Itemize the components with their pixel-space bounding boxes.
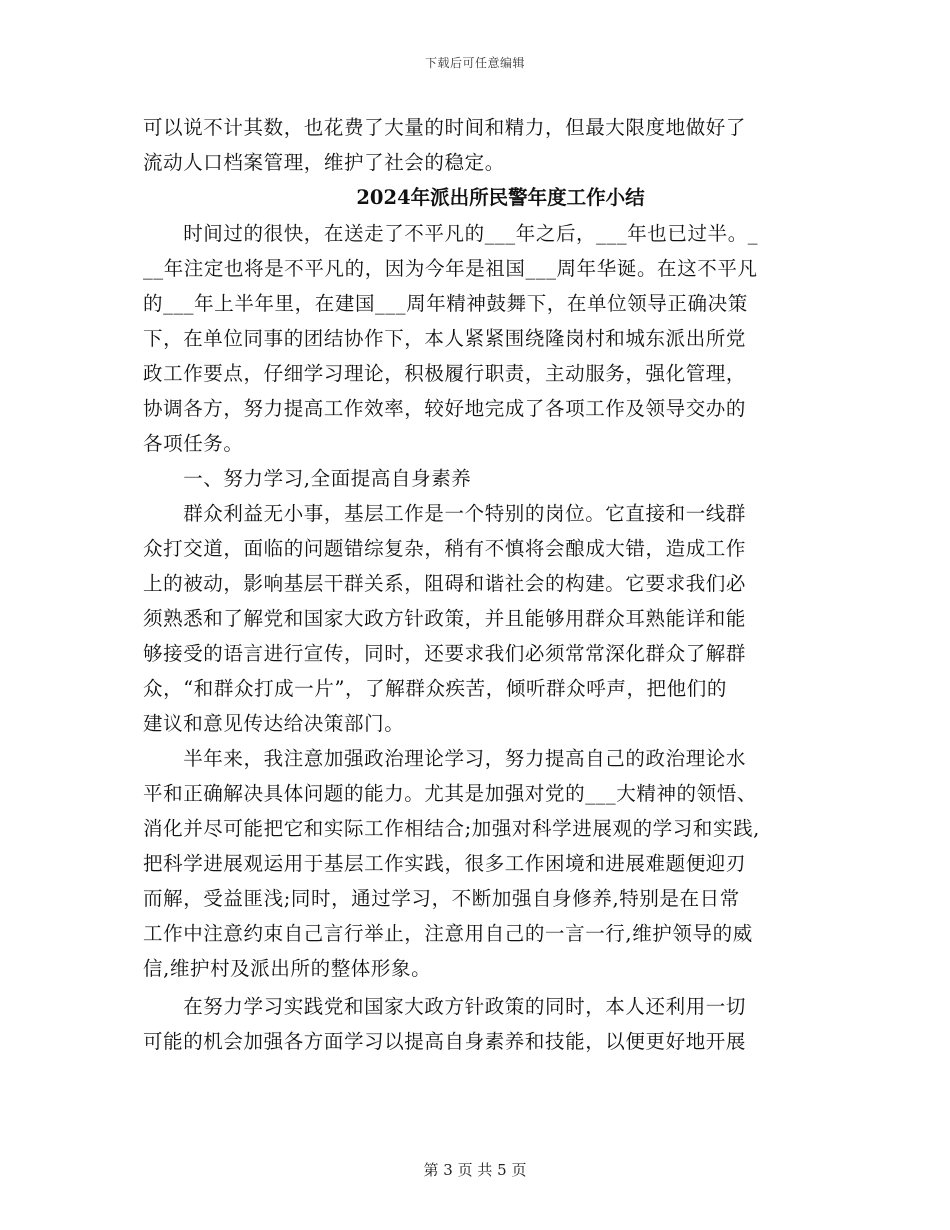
text-line: 平和正确解决具体问题的能力。尤其是加强对党的___大精神的领悟、: [143, 782, 757, 805]
paragraph-4: [143, 989, 818, 1059]
text-line: 建议和意见传达给决策部门。: [143, 712, 405, 735]
text-line: 在努力学习实践党和国家大政方针政策的同时，本人还利用一切: [143, 995, 747, 1018]
paragraph-2: [143, 496, 818, 741]
text-line: 上的被动，影响基层干群关系，阻碍和谐社会的构建。它要求我们必: [143, 572, 747, 595]
text-line: 信,维护村及派出所的整体形象。: [143, 957, 432, 980]
text-line: 群众利益无小事，基层工作是一个特别的岗位。它直接和一线群: [143, 502, 747, 525]
document-title: 2024年派出所民警年度工作小结: [356, 186, 645, 209]
paragraph-3: [143, 741, 818, 986]
text-line: 把科学进展观运用于基层工作实践，很多工作困境和进展难题便迎刃: [143, 852, 747, 875]
text-line: 消化并尽可能把它和实际工作相结合;加强对科学进展观的学习和实践,: [143, 817, 760, 840]
text-line: 协调各方，努力提高工作效率，较好地完成了各项工作及领导交办的: [143, 397, 747, 420]
text-line: 下，在单位同事的团结协作下，本人紧紧围绕隆岗村和城东派出所党: [143, 327, 747, 350]
paragraph-1: [143, 216, 818, 461]
text-line: 各项任务。: [143, 432, 244, 455]
text-line: 时间过的很快，在送走了不平凡的___年之后，___年也已过半。_: [143, 222, 759, 245]
text-line: 够接受的语言进行宣传，同时，还要求我们必须常常深化群众了解群: [143, 642, 747, 665]
section-heading: 一、努力学习,全面提高自身素养: [143, 467, 472, 490]
text-line: 半年来，我注意加强政治理论学习，努力提高自己的政治理论水: [143, 747, 747, 770]
text-line: 须熟悉和了解党和国家大政方针政策，并且能够用群众耳熟能详和能: [143, 607, 747, 630]
text-line: 可以说不计其数，也花费了大量的时间和精力，但最大限度地做好了: [143, 116, 747, 139]
text-line: 众，“和群众打成一片”，了解群众疾苦，倾听群众呼声，把他们的: [143, 677, 727, 700]
text-line: 众打交道，面临的问题错综复杂，稍有不慎将会酿成大错，造成工作: [143, 537, 747, 560]
text-line: 流动人口档案管理，维护了社会的稳定。: [143, 151, 505, 174]
text-line: 政工作要点，仔细学习理论，积极履行职责，主动服务，强化管理，: [143, 362, 747, 385]
document-body: [143, 110, 818, 1059]
page-header: 下载后可任意编辑: [424, 56, 525, 70]
text-line: 而解，受益匪浅;同时，通过学习，不断加强自身修养,特别是在日常: [143, 887, 740, 910]
text-line: 的___年上半年里，在建国___周年精神鼓舞下，在单位领导正确决策: [143, 292, 748, 315]
text-line: __年注定也将是不平凡的，因为今年是祖国___周年华诞。在这不平凡: [143, 257, 758, 280]
text-line: 工作中注意约束自己言行举止，注意用自己的一言一行,维护领导的威: [143, 922, 753, 945]
page-footer: 第 3 页 共 5 页: [423, 1161, 527, 1179]
text-line: 可能的机会加强各方面学习以提高自身素养和技能，以便更好地开展: [143, 1030, 747, 1053]
intro-paragraph: [143, 110, 818, 180]
